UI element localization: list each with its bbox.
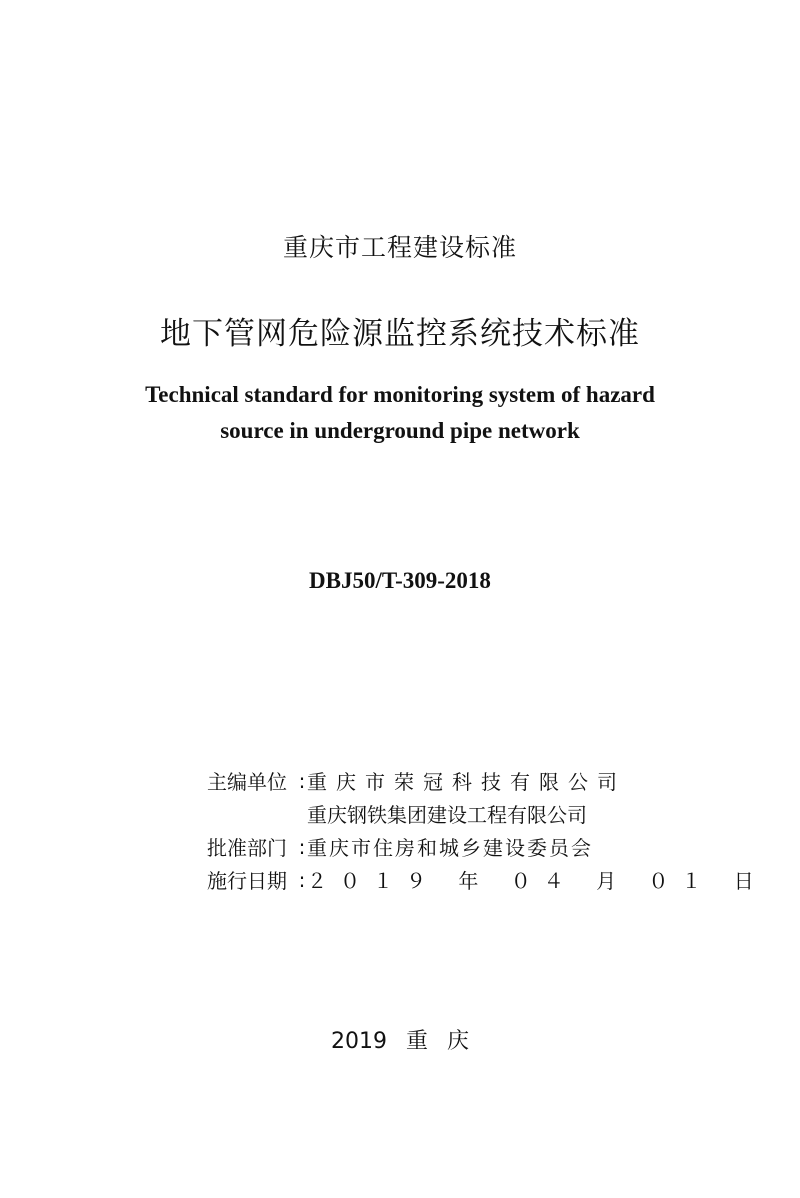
standard-series-title: 重庆市工程建设标准 bbox=[282, 233, 517, 262]
approval-value: 重庆市住房和城乡建设委员会 bbox=[307, 836, 593, 860]
effective-date-colon: : bbox=[298, 867, 306, 892]
effective-date-value: ２０１９ 年 ０４ 月 ０１ 日 bbox=[307, 869, 767, 893]
editor-label: 主编单位 bbox=[207, 770, 287, 794]
publication-year-place: 2019 重 庆 bbox=[331, 1029, 469, 1054]
approval-colon: : bbox=[298, 834, 306, 859]
editor-row-2 bbox=[207, 797, 767, 830]
effective-date-row bbox=[207, 863, 767, 896]
editor-colon: : bbox=[298, 768, 306, 793]
standard-code: DBJ50/T-309-2018 bbox=[309, 568, 491, 593]
approval-label: 批准部门 bbox=[207, 836, 287, 860]
editor-value-2: 重庆钢铁集团建设工程有限公司 bbox=[307, 803, 587, 827]
document-title-chinese: 地下管网危险源监控系统技术标准 bbox=[160, 316, 640, 352]
editor-row bbox=[207, 764, 767, 797]
approval-row bbox=[207, 830, 767, 863]
document-title-english-line-1: Technical standard for monitoring system of hazard bbox=[145, 382, 655, 407]
document-title-english-line-2: source in underground pipe network bbox=[220, 418, 580, 443]
effective-date-label: 施行日期 bbox=[207, 869, 287, 893]
publication-info bbox=[207, 764, 767, 896]
editor-value-1: 重庆市荣冠科技有限公司 bbox=[307, 770, 626, 794]
